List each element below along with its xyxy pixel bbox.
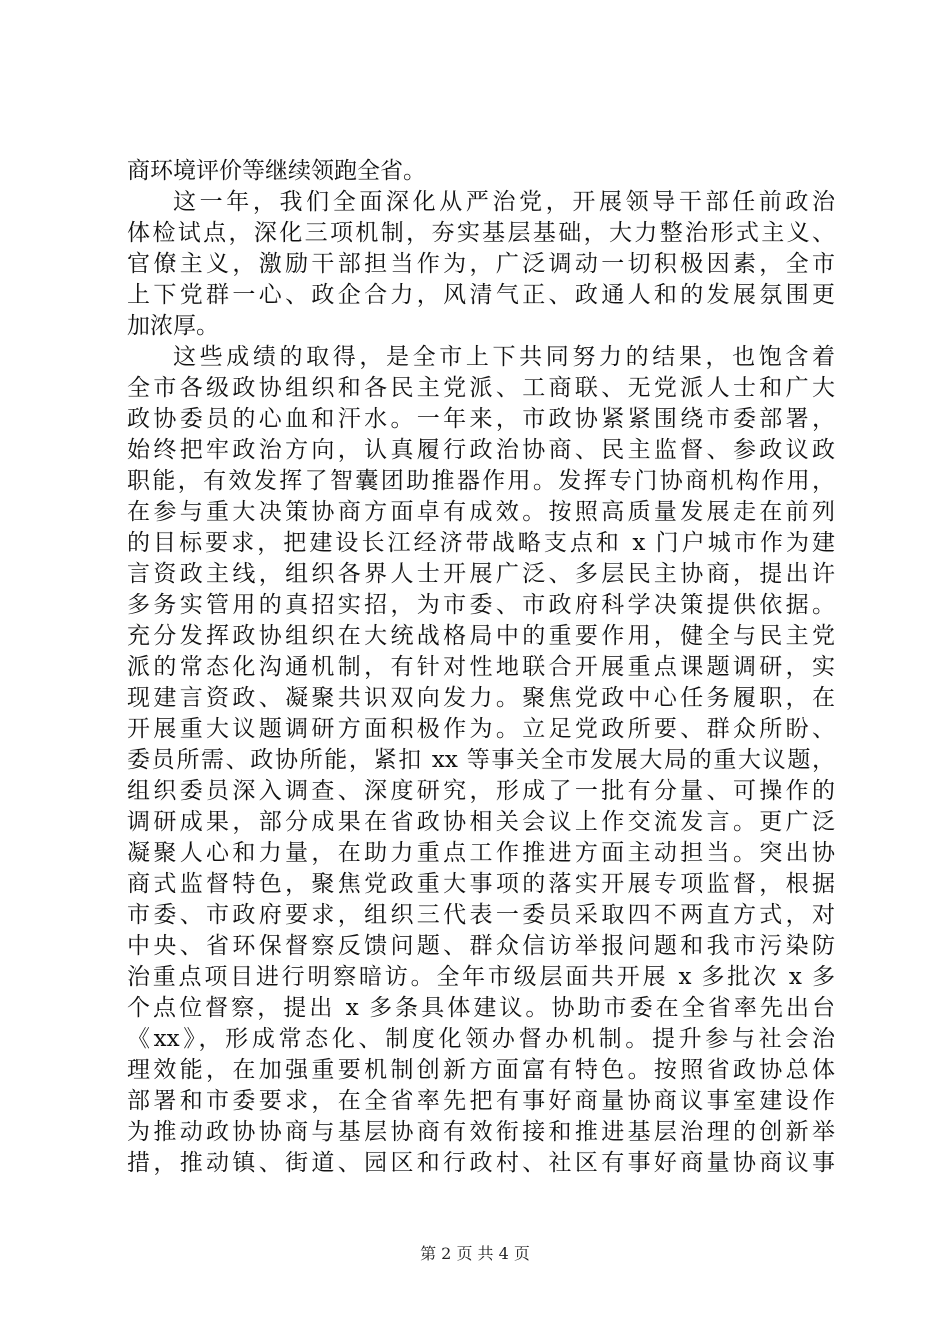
text-line: 加浓厚。 — [127, 313, 219, 339]
text-line: 在参与重大决策协商方面卓有成效。按照高质量发展走在前列 — [127, 499, 835, 525]
text-line: 《xx》，形成常态化、制度化领办督办机制。提升参与社会治 — [127, 1026, 835, 1052]
text-line: 理效能，在加强重要机制创新方面富有特色。按照省政协总体 — [127, 1057, 835, 1083]
text-line: 商式监督特色，聚焦党政重大事项的落实开展专项监督，根据 — [127, 871, 835, 897]
text-line: 上下党群一心、政企合力，风清气正、政通人和的发展氛围更 — [127, 282, 835, 308]
text-line: 言资政主线，组织各界人士开展广泛、多层民主协商，提出许 — [127, 561, 835, 587]
text-line: 的目标要求，把建设长江经济带战略支点和 x 门户城市作为建 — [127, 530, 835, 556]
text-line: 组织委员深入调查、深度研究，形成了一批有分量、可操作的 — [127, 778, 835, 804]
text-line: 治重点项目进行明察暗访。全年市级层面共开展 x 多批次 x 多 — [127, 964, 835, 990]
text-line: 充分发挥政协组织在大统战格局中的重要作用，健全与民主党 — [127, 623, 835, 649]
text-line: 派的常态化沟通机制，有针对性地联合开展重点课题调研，实 — [127, 654, 835, 680]
text-line: 体检试点，深化三项机制，夯实基层基础，大力整治形式主义、 — [127, 220, 835, 246]
text-line: 委员所需、政协所能，紧扣 xx 等事关全市发展大局的重大议题， — [127, 747, 835, 773]
text-line: 商环境评价等继续领跑全省。 — [127, 158, 426, 184]
text-line: 现建言资政、凝聚共识双向发力。聚焦党政中心任务履职，在 — [127, 685, 835, 711]
text-line: 政协委员的心血和汗水。一年来，市政协紧紧围绕市委部署， — [127, 406, 835, 432]
text-line: 市委、市政府要求，组织三代表一委员采取四不两直方式，对 — [127, 902, 835, 928]
text-line: 这些成绩的取得，是全市上下共同努力的结果，也饱含着 — [173, 344, 835, 370]
text-line: 官僚主义，激励干部担当作为，广泛调动一切积极因素，全市 — [127, 251, 835, 277]
text-line: 凝聚人心和力量，在助力重点工作推进方面主动担当。突出协 — [127, 840, 835, 866]
text-line: 调研成果，部分成果在省政协相关会议上作交流发言。更广泛 — [127, 809, 835, 835]
text-line: 开展重大议题调研方面积极作为。立足党政所要、群众所盼、 — [127, 716, 835, 742]
text-line: 为推动政协协商与基层协商有效衔接和推进基层治理的创新举 — [127, 1119, 835, 1145]
text-line: 始终把牢政治方向，认真履行政治协商、民主监督、参政议政 — [127, 437, 835, 463]
text-line: 职能，有效发挥了智囊团助推器作用。发挥专门协商机构作用， — [127, 468, 835, 494]
text-line: 这一年，我们全面深化从严治党，开展领导干部任前政治 — [173, 189, 835, 215]
text-line: 多务实管用的真招实招，为市委、市政府科学决策提供依据。 — [127, 592, 835, 618]
text-line: 个点位督察，提出 x 多条具体建议。协助市委在全省率先出台 — [127, 995, 835, 1021]
text-line: 措，推动镇、街道、园区和行政村、社区有事好商量协商议事 — [127, 1150, 835, 1176]
text-line: 全市各级政协组织和各民主党派、工商联、无党派人士和广大 — [127, 375, 835, 401]
text-line: 部署和市委要求，在全省率先把有事好商量协商议事室建设作 — [127, 1088, 835, 1114]
text-line: 中央、省环保督察反馈问题、群众信访举报问题和我市污染防 — [127, 933, 835, 959]
document-body — [127, 156, 835, 1179]
page-footer: 第 2 页 共 4 页 — [420, 1244, 530, 1263]
